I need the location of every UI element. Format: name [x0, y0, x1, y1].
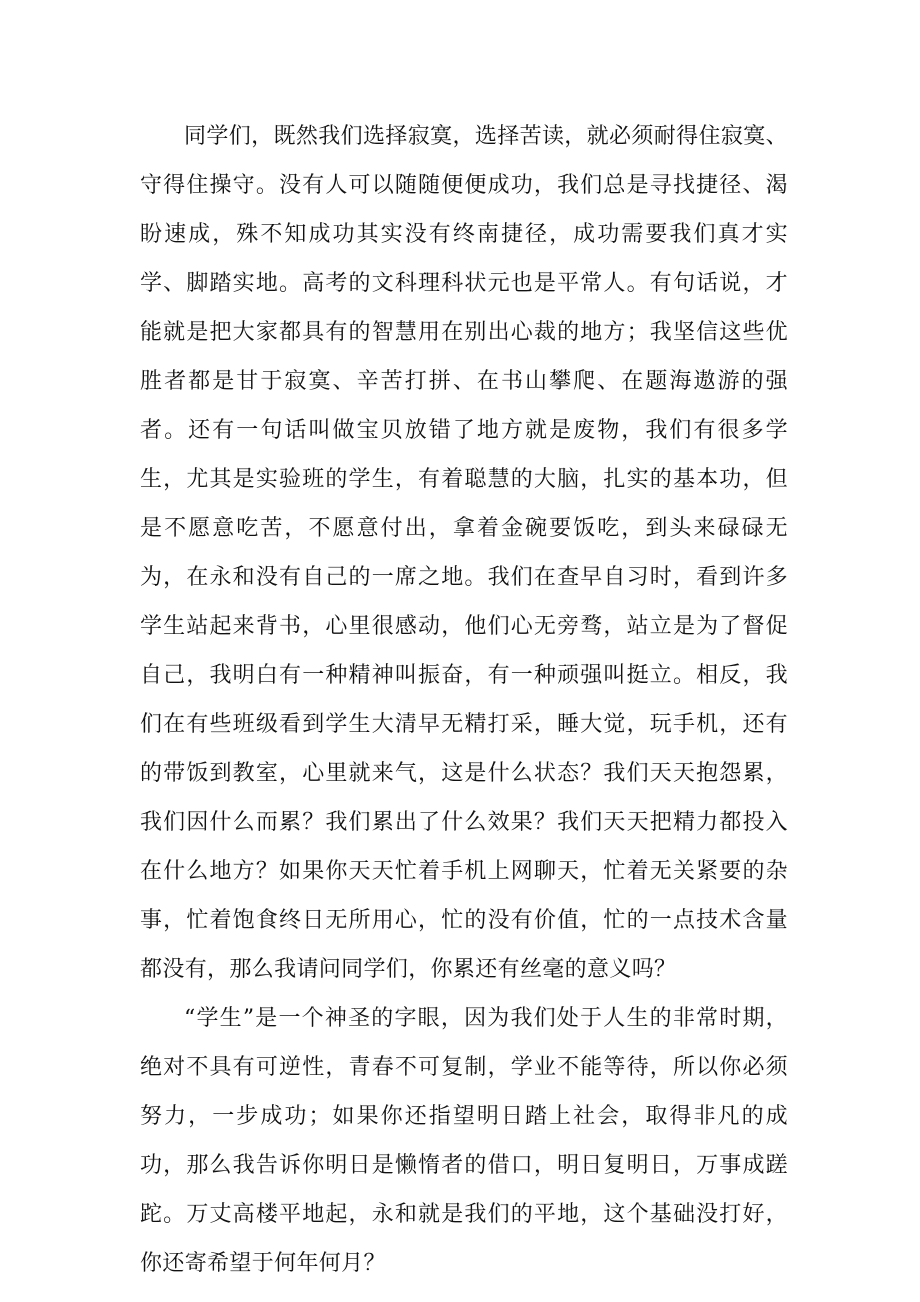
paragraph-2: “学生”是一个神圣的字眼，因为我们处于人生的非常时期，绝对不具有可逆性，青春不可复制，学业不能等待，所以你必须努力，一步成功；如果你还指望明日踏上社会，取得非凡的成功，那么我告诉你明日是懒惰者的借口，明日复明日，万事成蹉跎。万丈高楼平地起，永和就是我们的平地，这个基础没打好，你还寄希望于何年何月？ [140, 1006, 788, 1276]
document-body [140, 112, 788, 1288]
paragraph-1: 同学们，既然我们选择寂寞，选择苦读，就必须耐得住寂寞、守得住操守。没有人可以随随便便成功，我们总是寻找捷径、渴盼速成，殊不知成功其实没有终南捷径，成功需要我们真才实学、脚踏实地。高考的文科理科状元也是平常人。有句话说，才能就是把大家都具有的智慧用在别出心裁的地方；我坚信这些优胜者都是甘于寂寞、辛苦打拼、在书山攀爬、在题海遨游的强者。还有一句话叫做宝贝放错了地方就是废物，我们有很多学生，尤其是实验班的学生，有着聪慧的大脑，扎实的基本功，但是不愿意吃苦，不愿意付出，拿着金碗要饭吃，到头来碌碌无为，在永和没有自己的一席之地。我们在查早自习时，看到许多学生站起来背书，心里很感动，他们心无旁骛，站立是为了督促自己，我明白有一种精神叫振奋，有一种顽强叫挺立。相反，我们在有些班级看到学生大清早无精打采，睡大觉，玩手机，还有的带饭到教室，心里就来气，这是什么状态？我们天天抱怨累，我们因什么而累？我们累出了什么效果？我们天天把精力都投入在什么地方？如果你天天忙着手机上网聊天，忙着无关紧要的杂事，忙着饱食终日无所用心，忙的没有价值，忙的一点技术含量都没有，那么我请问同学们，你累还有丝毫的意义吗？ [140, 124, 788, 982]
